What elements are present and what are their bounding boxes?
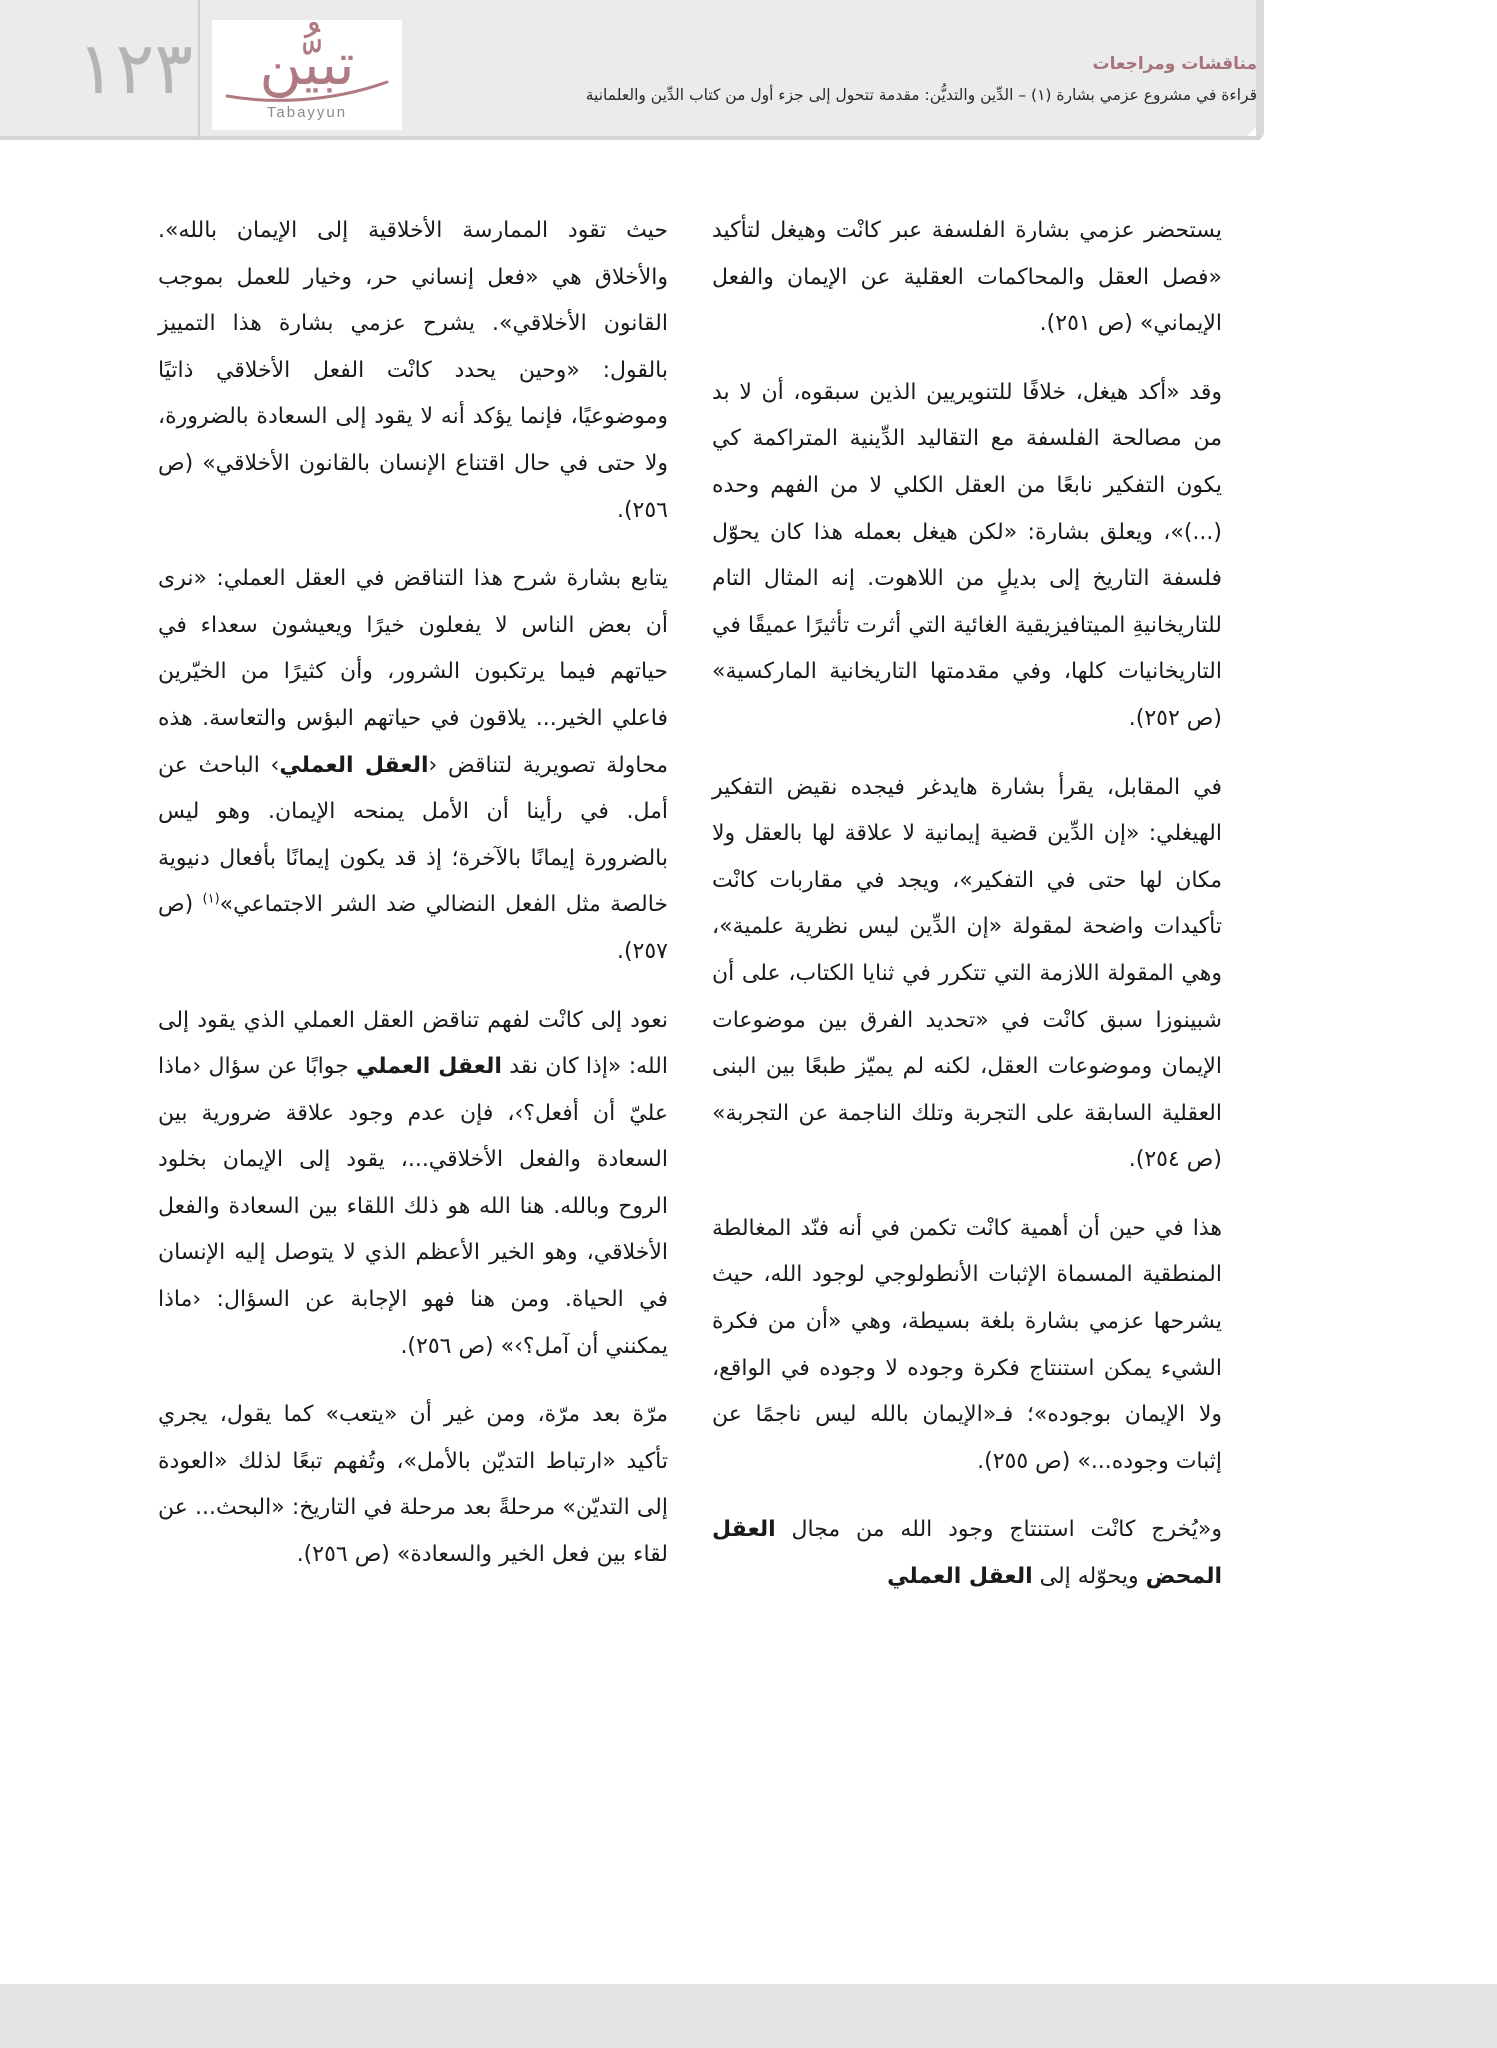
bold-term: العقل العملي bbox=[887, 1564, 1033, 1590]
paragraph bbox=[158, 556, 668, 975]
paragraph: يستحضر عزمي بشارة الفلسفة عبر كانْت وهيغل لتأكيد «فصل العقل والمحاكمات العقلية عن الإيمان والفعل الإيماني» (ص ٢٥١). bbox=[712, 218, 1222, 337]
logo-swash-icon bbox=[222, 74, 392, 104]
footnote-marker: (١) bbox=[202, 891, 220, 907]
paragraph: وقد «أكد هيغل، خلافًا للتنويريين الذين سبقوه، أن لا بد من مصالحة الفلسفة مع التقاليد الدِّينية المتراكمة كي يكون التفكير نابعًا من العقل الكلي لا من الفهم وحده (...)»، ويعلق بشارة: «لكن هيغل بعمله هذا كان يحوّل فلسفة التاريخ إلى بديلٍ من اللاهوت. إنه المثال التام للتاريخانيةِ الميتافيزيقية الغائية التي أثرت تأثيرًا عميقًا في التاريخانيات كلها، وفي مقدمتها التاريخانية الماركسية» (ص ٢٥٢). bbox=[712, 379, 1222, 731]
article-subtitle: قراءة في مشروع عزمي بشارة (١) – الدِّين والتديُّن: مقدمة تتحول إلى جزء أول من كتاب الدِّين والعلمانية bbox=[585, 86, 1257, 104]
header-edge bbox=[1256, 0, 1264, 140]
paragraph: مرّة بعد مرّة، ومن غير أن «يتعب» كما يقول، يجري تأكيد «ارتباط التديّن بالأمل»، وتُفهم تبعًا لذلك «العودة إلى التديّن» مرحلةً بعد مرحلة في التاريخ: «البحث... عن لقاء بين فعل الخير والسعادة» (ص ٢٥٦). bbox=[158, 1402, 668, 1568]
text-run: › الباحث عن أمل. في رأينا أن الأمل يمنحه الإيمان. وهو ليس بالضرورة إيمانًا بالآخرة؛ إذ قد يكون إيمانًا بأفعال دنيوية خالصة مثل الفعل النضالي ضد الشر الاجتماعي» bbox=[158, 752, 668, 918]
text-column-right bbox=[712, 208, 1222, 1623]
logo-latin-wordmark: Tabayyun bbox=[266, 104, 348, 121]
journal-logo bbox=[212, 20, 402, 130]
text-run: يتابع بشارة شرح هذا التناقض في العقل العملي: «نرى أن بعض الناس لا يفعلون خيرًا ويعيشون سعداء في حياتهم فيما يرتكبون الشرور، وأن كثيرًا من الخيّرين فاعلي الخير... يلاقون في حياتهم البؤس والتعاسة. هذه محاولة تصويرية لتناقض ‹ bbox=[158, 566, 668, 778]
text-run: ويحوّله إلى bbox=[1032, 1564, 1146, 1590]
header-bottom-edge bbox=[0, 136, 1262, 140]
text-run: (ص ٢٥٧). bbox=[158, 892, 668, 964]
bold-term: العقل العملي bbox=[356, 1054, 502, 1080]
paragraph bbox=[158, 998, 668, 1371]
paragraph: هذا في حين أن أهمية كانْت تكمن في أنه فنّد المغالطة المنطقية المسماة الإثبات الأنطولوجي لوجود الله، حيث يشرحها عزمي بشارة بلغة بسيطة، وهي «أن من فكرة الشيء يمكن استنتاج فكرة وجوده لا وجوده في الواقع، ولا الإيمان بوجوده»؛ فـ«الإيمان بالله ليس ناجمًا عن إثبات وجوده...» (ص ٢٥٥). bbox=[712, 1215, 1222, 1474]
text-column-left bbox=[158, 208, 668, 1601]
page-number: ١٢٣ bbox=[76, 26, 193, 110]
text-run: جوابًا عن سؤال ‹ماذا عليّ أن أفعل؟›، فإن عدم وجود علاقة ضرورية بين السعادة والفعل الأخلاقي...، يقود إلى الإيمان بخلود الروح وبالله. هنا الله هو ذلك اللقاء بين السعادة والفعل الأخلاقي، وهو الخير الأعظم الذي لا يتوصل إليه الإنسان في الحياة. ومن هنا فهو الإجابة عن السؤال: ‹ماذا يمكنني أن آمل؟›» (ص ٢٥٦). bbox=[158, 1054, 668, 1359]
paragraph: في المقابل، يقرأ بشارة هايدغر فيجده نقيض التفكير الهيغلي: «إن الدِّين قضية إيمانية لا علاقة لها بالعقل ولا مكان لها حتى في التفكير»، ويجد في مقاربات كانْت تأكيدات واضحة لمقولة «إن الدِّين ليس نظرية علمية»، وهي المقولة اللازمة التي تتكرر في ثنايا الكتاب، على أن شبينوزا سبق كانْت في «تحديد الفرق بين موضوعات الإيمان وموضوعات العقل، لكنه لم يميّز طبعًا بين البنى العقلية السابقة على التجربة وتلك الناجمة عن التجربة» (ص ٢٥٤). bbox=[712, 774, 1222, 1173]
paragraph: حيث تقود الممارسة الأخلاقية إلى الإيمان بالله». والأخلاق هي «فعل إنساني حر، وخيار للعمل بموجب القانون الأخلاقي». يشرح عزمي بشارة هذا التمييز بالقول: «وحين يحدد كانْت الفعل الأخلاقي ذاتيًا وموضوعيًا، فإنما يؤكد أنه لا يقود إلى السعادة بالضرورة، ولا حتى في حال اقتناع الإنسان بالقانون الأخلاقي» (ص ٢٥٦). bbox=[158, 218, 668, 523]
section-title: مناقشات ومراجعات bbox=[1092, 54, 1257, 74]
footer-band bbox=[0, 1984, 1497, 2048]
bold-term: العقل العملي bbox=[279, 752, 429, 778]
header-divider bbox=[198, 0, 200, 140]
text-run: و«يُخرج كانْت استنتاج وجود الله من مجال bbox=[775, 1517, 1222, 1543]
bold-term: العقل المحض bbox=[712, 1517, 1222, 1590]
paragraph bbox=[712, 1507, 1222, 1600]
logo-arabic-wordmark: تبيُّن bbox=[259, 30, 355, 98]
text-run: نعود إلى كانْت لفهم تناقض العقل العملي الذي يقود إلى الله: «إذا كان نقد bbox=[158, 1007, 668, 1080]
